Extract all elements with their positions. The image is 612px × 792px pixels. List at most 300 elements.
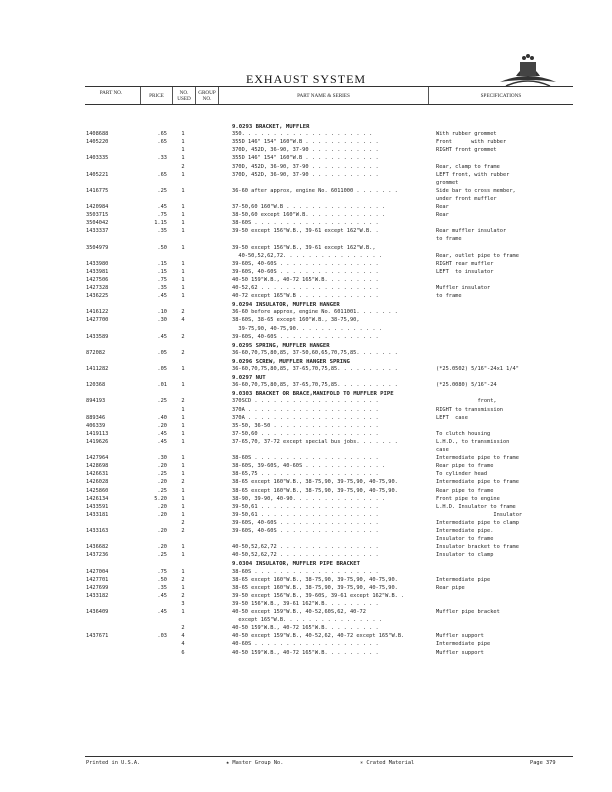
specification: Rear pipe to frame — [436, 487, 494, 494]
specification: LEFT case — [436, 414, 468, 421]
price: .25 — [157, 398, 167, 405]
no-used: 2 — [181, 163, 185, 170]
part-description: 40-50 159"W.B., 40-72 165"W.B. . . . . . . . . — [232, 625, 379, 632]
price: .65 — [157, 171, 167, 178]
price: .20 — [157, 544, 167, 551]
no-used: 6 — [181, 649, 185, 656]
no-used: 4 — [181, 633, 185, 640]
no-used: 1 — [181, 455, 185, 462]
part-description: 370A . . . . . . . . . . . . . . . . . . . . . — [232, 414, 379, 421]
price: .65 — [157, 139, 167, 146]
no-used: 1 — [181, 511, 185, 518]
part-description: 38-60S, 38-65 except 160"W.B., 38-75,90, — [232, 317, 360, 324]
specification: Intermediate pipe — [436, 641, 491, 648]
no-used: 1 — [181, 568, 185, 575]
price: .20 — [157, 528, 167, 534]
section-title: 9.0296 SCREW, MUFFLER HANGER SPRING — [232, 358, 350, 365]
table-row — [0, 470, 612, 478]
no-used: 2 — [181, 625, 185, 632]
no-used: 1 — [181, 285, 185, 291]
col-header-price: PRICE — [149, 93, 164, 99]
part-description: 40-52,62 . . . . . . . . . . . . . . . . . . . — [232, 285, 379, 291]
specification: Rear, clamp to frame — [436, 163, 500, 170]
price: .05 — [157, 366, 167, 372]
part-number: 1405220 — [86, 139, 109, 146]
col-header-group-no: GROUP NO. — [198, 90, 216, 102]
no-used: 1 — [181, 293, 185, 300]
specification: front, — [436, 398, 497, 405]
no-used: 1 — [181, 171, 185, 178]
table-row — [0, 535, 612, 543]
part-number: 1405221 — [86, 171, 109, 178]
part-number: 1427964 — [86, 455, 109, 462]
no-used: 1 — [181, 438, 185, 445]
table-row — [0, 487, 612, 495]
part-number: 1427701 — [86, 576, 109, 583]
part-number: 1427004 — [86, 568, 109, 575]
table-row — [0, 284, 612, 292]
specification: Muffler insulator — [436, 285, 491, 291]
price: .33 — [157, 155, 167, 162]
specification: To cylinder head — [436, 471, 488, 478]
table-row — [0, 527, 612, 535]
table-row — [0, 179, 612, 187]
no-used: 2 — [181, 592, 185, 599]
price: .25 — [157, 552, 167, 559]
part-number: 1427328 — [86, 285, 109, 291]
table-row — [0, 584, 612, 592]
table-row — [0, 195, 612, 203]
part-number: 1433591 — [86, 503, 109, 510]
price: .75 — [157, 212, 167, 219]
table-row — [0, 349, 612, 357]
header-bottom-rule — [85, 104, 573, 105]
part-number: 1433981 — [86, 268, 109, 275]
price: .20 — [157, 511, 167, 518]
no-used: 2 — [181, 576, 185, 583]
table-row — [0, 203, 612, 211]
table-row — [0, 244, 612, 252]
no-used: 1 — [181, 382, 185, 389]
price: .75 — [157, 568, 167, 575]
specification: Side bar to cross member, — [436, 187, 516, 194]
specification: Insulator to frame — [436, 536, 494, 543]
part-description: 39-50 except 156"W.B., 39-61 except 162"W.B., — [232, 244, 376, 251]
no-used: 2 — [181, 479, 185, 486]
specification: under front muffler — [436, 195, 497, 202]
no-used: 1 — [181, 609, 185, 615]
no-used: 1 — [181, 244, 185, 251]
price: .40 — [157, 414, 167, 421]
specification: Front pipe to engine — [436, 495, 500, 502]
no-used: 4 — [181, 317, 185, 324]
part-description: 38-60S . . . . . . . . . . . . . . . . . . . . — [232, 568, 379, 575]
part-number: 1433980 — [86, 260, 109, 267]
no-used: 1 — [181, 463, 185, 470]
part-description: 40-50 except 159"W.B., 40-52,62, 40-72 except 165"W.B. — [232, 633, 405, 640]
part-description: 40-72 except 165"W.B . . . . . . . . . . . . . — [232, 293, 379, 300]
table-row — [0, 495, 612, 503]
price: .45 — [157, 204, 167, 210]
part-number: 1427700 — [86, 317, 109, 324]
price: .50 — [157, 576, 167, 583]
footer-rule — [85, 756, 573, 757]
price: .45 — [157, 592, 167, 599]
no-used: 1 — [181, 228, 185, 235]
part-description: 370A . . . . . . . . . . . . . . . . . . . . . — [232, 406, 379, 413]
no-used: 2 — [181, 519, 185, 526]
table-row — [0, 462, 612, 470]
part-number: 1426134 — [86, 495, 109, 502]
part-description: 350. . . . . . . . . . . . . . . . . . . . . — [232, 131, 373, 138]
part-description: 39-50 except 156"W.B., 39-60S, 39-61 except 162"W.B. . — [232, 592, 405, 599]
no-used: 1 — [181, 212, 185, 219]
no-used: 1 — [181, 487, 185, 494]
table-row — [0, 568, 612, 576]
part-description: 37-50,60 160"W.B . . . . . . . . . . . . . . . . — [232, 204, 386, 210]
price: .45 — [157, 293, 167, 300]
table-row — [0, 632, 612, 640]
no-used: 4 — [181, 641, 185, 648]
no-used: 2 — [181, 398, 185, 405]
table-row — [0, 446, 612, 454]
price: .15 — [157, 260, 167, 267]
no-used: 1 — [181, 155, 185, 162]
table-row — [0, 130, 612, 138]
specification: Intermediate pipe to clamp — [436, 519, 519, 526]
table-row — [0, 649, 612, 657]
part-description: 38-65 except 160"W.B., 38-75,90, 39-75,90, 40-75,90. — [232, 479, 398, 486]
price: .25 — [157, 471, 167, 478]
table-row — [0, 454, 612, 462]
no-used: 1 — [181, 406, 185, 413]
part-number: 1425860 — [86, 487, 109, 494]
part-number: 406339 — [86, 422, 106, 429]
table-row — [0, 365, 612, 373]
col-header-specifications: SPECIFICATIONS — [480, 93, 522, 99]
part-description: 38-60S . . . . . . . . . . . . . . . . . . . . — [232, 220, 379, 227]
footer-crated: ✳ Crated Material — [360, 760, 415, 766]
specification: With rubber grommet — [436, 131, 497, 138]
part-description: 39-50,61 . . . . . . . . . . . . . . . . . . . — [232, 511, 379, 518]
part-description: 39-60S, 40-60S . . . . . . . . . . . . . . . . — [232, 260, 379, 267]
table-row — [0, 478, 612, 486]
price: .45 — [157, 333, 167, 340]
part-number: 1433163 — [86, 528, 109, 534]
specification: (*25.0502) 5/16"-24x1 1/4" — [436, 366, 519, 372]
table-row — [0, 616, 612, 624]
table-row — [0, 430, 612, 438]
specification: LEFT to insulator — [436, 268, 494, 275]
part-number: 1411282 — [86, 366, 109, 372]
price: .10 — [157, 309, 167, 316]
table-row — [0, 600, 612, 608]
no-used: 2 — [181, 349, 185, 356]
no-used: 1 — [181, 552, 185, 559]
section-title: 9.0294 INSULATOR, MUFFLER HANGER — [232, 302, 340, 309]
table-row — [0, 438, 612, 446]
part-description: 40-50 except 159"W.B., 40-52,60S,62, 40-72 — [232, 609, 366, 615]
table-row — [0, 511, 612, 519]
table-row — [0, 292, 612, 300]
no-used: 3 — [181, 600, 185, 607]
table-row — [0, 414, 612, 422]
part-number: 1403335 — [86, 155, 109, 162]
no-used: 1 — [181, 584, 185, 591]
part-number: 120368 — [86, 382, 106, 389]
specification: Intermediate pipe to frame — [436, 479, 519, 486]
section-title: 9.0303 BRACKET OR BRACE,MANIFOLD TO MUFFLER PIPE — [232, 391, 394, 398]
table-row — [0, 406, 612, 414]
col-header-part-name: PART NAME & SERIES — [297, 93, 350, 99]
header-top-rule — [85, 86, 573, 87]
no-used: 1 — [181, 220, 185, 227]
table-row — [0, 187, 612, 195]
part-number: 1436682 — [86, 544, 109, 551]
part-description: 36-60 before approx, engine No. 6011001. . . . . . . — [232, 309, 398, 316]
table-row — [0, 333, 612, 341]
specification: RIGHT rear muffler — [436, 260, 494, 267]
specification: L.H.D., to transmission — [436, 438, 510, 445]
specification: Muffler pipe bracket — [436, 609, 500, 615]
table-row — [0, 219, 612, 227]
part-description: 38-60S, 39-60S, 40-60S . . . . . . . . . . . . . — [232, 463, 386, 470]
table-row — [0, 154, 612, 162]
part-description: except 165"W.B. . . . . . . . . . . . . . . . — [232, 617, 382, 624]
specification: Insulator bracket to frame — [436, 544, 519, 551]
part-description: 39-60S, 40-60S . . . . . . . . . . . . . . . . — [232, 528, 379, 534]
table-row — [0, 308, 612, 316]
specification: Front with rubber — [436, 139, 507, 146]
price: .01 — [157, 382, 167, 389]
price: .25 — [157, 187, 167, 194]
footer-printed: Printed in U.S.A. — [86, 760, 141, 766]
part-number: 1436409 — [86, 609, 109, 615]
table-row — [0, 316, 612, 324]
part-number: 3503715 — [86, 212, 109, 219]
specification: Intermediate pipe to frame — [436, 455, 519, 462]
part-number: 1437671 — [86, 633, 109, 640]
part-description: 39-50 except 156"W.B., 39-61 except 162"W.B. . — [232, 228, 379, 235]
part-description: 36-60 after approx, engine No. 6011000 . . . . . . . — [232, 187, 398, 194]
page-title: EXHAUST SYSTEM — [245, 72, 367, 86]
no-used: 1 — [181, 187, 185, 194]
part-description: 370D, 452D, 36-90, 37-90 . . . . . . . . . . . — [232, 171, 379, 178]
part-description: 370D, 452D, 36-90, 37-90 . . . . . . . . . . . — [232, 147, 379, 154]
part-description: 40-50 159"W.B., 40-72 165"W.B. . . . . . . . . — [232, 276, 379, 283]
part-description: 36-60,70,75,80,85, 37-65,70,75,85. . . . . . . . . . — [232, 382, 398, 389]
part-description: 40-50,52,62,72 . . . . . . . . . . . . . . . . — [232, 544, 379, 551]
part-description: 39-50 156"W.B., 39-61 162"W.B. . . . . . . . . — [232, 600, 379, 607]
specification: to frame — [436, 293, 462, 300]
part-description: 39-60S, 40-60S . . . . . . . . . . . . . . . . — [232, 268, 379, 275]
part-description: 370D, 452D, 36-90, 37-90 . . . . . . . . . . . — [232, 163, 379, 170]
part-description: 38-90, 39-90, 40-90. . . . . . . . . . . . . . . — [232, 495, 386, 502]
footer-master-group: ★ Master Group No. — [226, 760, 284, 766]
price: .20 — [157, 503, 167, 510]
part-number: 1433182 — [86, 592, 109, 599]
section-title: 9.0295 SPRING, MUFFLER HANGER — [232, 342, 330, 349]
specification: Intermediate pipe — [436, 576, 491, 583]
table-row — [0, 268, 612, 276]
specification: Intermediate pipe. — [436, 528, 494, 534]
price: .20 — [157, 422, 167, 429]
price: .20 — [157, 479, 167, 486]
table-row — [0, 397, 612, 405]
part-description: 37-50,60 . . . . . . . . . . . . . . . . . . . — [232, 430, 379, 437]
no-used: 1 — [181, 139, 185, 146]
part-description: 40-50,52,62,72 . . . . . . . . . . . . . . . . — [232, 552, 379, 559]
table-row — [0, 624, 612, 632]
specification: LEFT front, with rubber — [436, 171, 510, 178]
part-number: 1416775 — [86, 187, 109, 194]
part-description: 36-60,70,75,80,85, 37-50,60,65,70,75,85. . . . . . . — [232, 349, 398, 356]
specification: grommet — [436, 179, 459, 186]
table-row — [0, 276, 612, 284]
part-description: 40-60S . . . . . . . . . . . . . . . . . . . . — [232, 641, 379, 648]
specification: To clutch housing — [436, 430, 491, 437]
specification: Rear — [436, 212, 449, 219]
part-description: 36-60,70,75,80,85, 37-65,70,75,85. . . . . . . . . . — [232, 366, 398, 372]
specification: to frame — [436, 236, 462, 243]
table-row — [0, 163, 612, 171]
table-row — [0, 146, 612, 154]
col-header-part-no: PART NO. — [99, 90, 123, 96]
specification: Muffler support — [436, 633, 484, 640]
table-row — [0, 592, 612, 600]
section-title: 9.0304 INSULATOR, MUFFLER PIPE BRACKET — [232, 561, 360, 568]
table-row — [0, 503, 612, 511]
price: .30 — [157, 455, 167, 462]
table-row — [0, 252, 612, 260]
part-description: 39-60S, 40-60S . . . . . . . . . . . . . . . . — [232, 333, 379, 340]
part-description: 39-60S, 40-60S . . . . . . . . . . . . . . . . — [232, 519, 379, 526]
part-number: 3504042 — [86, 220, 109, 227]
part-number: 1427699 — [86, 584, 109, 591]
price: .35 — [157, 584, 167, 591]
no-used: 2 — [181, 333, 185, 340]
part-description: 39-50,61 . . . . . . . . . . . . . . . . . . . — [232, 503, 379, 510]
specification: Rear muffler insulator — [436, 228, 507, 235]
no-used: 1 — [181, 422, 185, 429]
part-number: 1436225 — [86, 293, 109, 300]
part-number: 1437236 — [86, 552, 109, 559]
price: .45 — [157, 438, 167, 445]
part-number: 1433337 — [86, 228, 109, 235]
no-used: 2 — [181, 309, 185, 316]
part-description: 370SCD . . . . . . . . . . . . . . . . . . . . — [232, 398, 379, 405]
no-used: 1 — [181, 366, 185, 372]
part-number: 872082 — [86, 349, 106, 356]
footer-page-number: Page 379 — [530, 760, 556, 766]
part-number: 3504979 — [86, 244, 109, 251]
part-description: 355D 146" 154" 160"W.B . . . . . . . . . . . . — [232, 139, 379, 146]
specification: L.H.D. Insulator to frame — [436, 503, 516, 510]
price: 1.15 — [154, 220, 167, 227]
specification: RIGHT front grommet — [436, 147, 497, 154]
specification: Rear pipe to frame — [436, 463, 494, 470]
no-used: 1 — [181, 276, 185, 283]
part-description: 38-65 except 160"W.B., 38-75,90, 39-75,90, 40-75,90. — [232, 487, 398, 494]
price: .65 — [157, 131, 167, 138]
part-description: 35-50, 36-50 . . . . . . . . . . . . . . . . . — [232, 422, 379, 429]
no-used: 1 — [181, 131, 185, 138]
specification: Insulator to clamp — [436, 552, 494, 559]
part-description: 39-75,90, 40-75,90. . . . . . . . . . . . . . — [232, 325, 382, 332]
table-row — [0, 138, 612, 146]
part-number: 1419626 — [86, 438, 109, 445]
price: .05 — [157, 349, 167, 356]
no-used: 1 — [181, 544, 185, 551]
price: .15 — [157, 268, 167, 275]
no-used: 1 — [181, 430, 185, 437]
price: 5.20 — [154, 495, 167, 502]
specification: Rear pipe — [436, 584, 465, 591]
part-number: 1408688 — [86, 131, 109, 138]
table-row — [0, 640, 612, 648]
part-description: 38-65 except 160"W.B., 38-75,90, 39-75,90, 40-75,90. — [232, 584, 398, 591]
specification: case — [436, 447, 449, 453]
part-number: 1426631 — [86, 471, 109, 478]
part-number: 1433589 — [86, 333, 109, 340]
no-used: 1 — [181, 503, 185, 510]
table-row — [0, 325, 612, 333]
no-used: 1 — [181, 414, 185, 421]
no-used: 1 — [181, 204, 185, 210]
table-row — [0, 260, 612, 268]
part-number: 1433181 — [86, 511, 109, 518]
part-number: 1416122 — [86, 309, 109, 316]
price: .45 — [157, 609, 167, 615]
price: .20 — [157, 463, 167, 470]
table-row — [0, 381, 612, 389]
specification: (*25.0080) 5/16"-24 — [436, 382, 497, 389]
no-used: 2 — [181, 528, 185, 534]
part-number: 1428698 — [86, 463, 109, 470]
part-number: 1420984 — [86, 204, 109, 210]
table-row — [0, 422, 612, 430]
table-row — [0, 227, 612, 235]
table-row — [0, 576, 612, 584]
price: .75 — [157, 276, 167, 283]
specification: Rear, outlet pipe to frame — [436, 252, 519, 259]
no-used: 1 — [181, 495, 185, 502]
specification: Rear — [436, 204, 449, 210]
table-row — [0, 235, 612, 243]
section-title: 9.0297 NUT — [232, 375, 266, 382]
col-header-no-used: NO. USED — [177, 90, 191, 102]
part-description: 38-65,75 . . . . . . . . . . . . . . . . . . . — [232, 471, 379, 478]
no-used: 1 — [181, 471, 185, 478]
no-used: 1 — [181, 147, 185, 154]
no-used: 1 — [181, 268, 185, 275]
price: .45 — [157, 430, 167, 437]
table-row — [0, 211, 612, 219]
table-row — [0, 608, 612, 616]
part-description: 40-50 159"W.B., 40-72 165"W.B. . . . . . . . . — [232, 649, 379, 656]
part-description: 40-50,52,62,72. . . . . . . . . . . . . . . . — [232, 252, 382, 259]
part-description: 37-65,70, 37-72 except special bus jobs. . . . . . . — [232, 438, 398, 445]
specification: Muffler support — [436, 649, 484, 656]
price: .35 — [157, 285, 167, 291]
no-used: 1 — [181, 260, 185, 267]
table-row — [0, 519, 612, 527]
table-row — [0, 543, 612, 551]
part-description: 38-60S . . . . . . . . . . . . . . . . . . . . — [232, 455, 379, 462]
price: .25 — [157, 487, 167, 494]
part-description: 38-65 except 160"W.B., 38-75,90, 39-75,90, 40-75,90. — [232, 576, 398, 583]
section-title: 9.0293 BRACKET, MUFFLER — [232, 124, 310, 130]
